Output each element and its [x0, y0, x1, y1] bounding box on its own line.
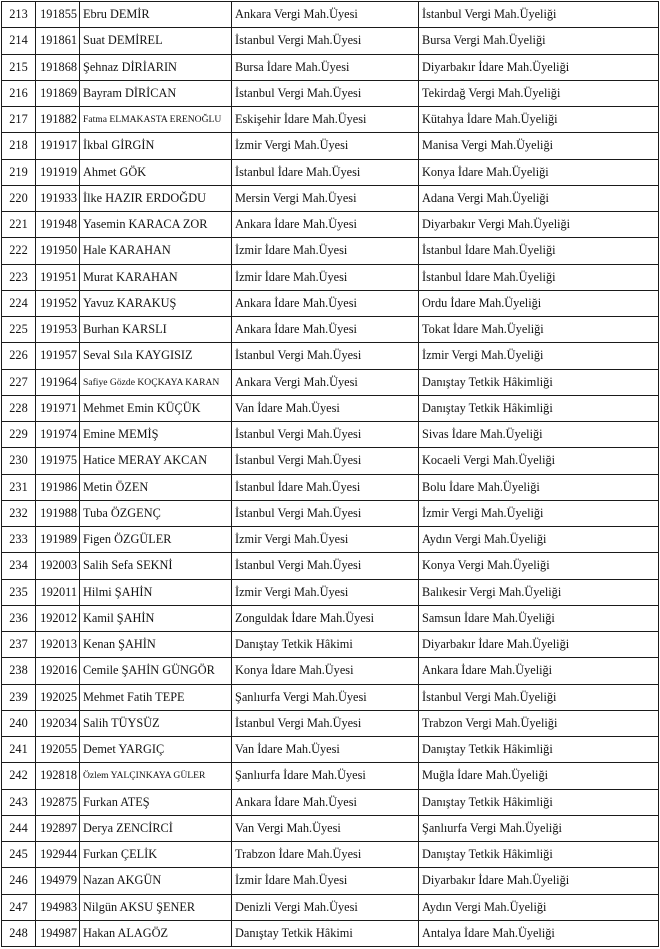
registry-number-cell: 192016 — [36, 658, 80, 684]
row-number-cell: 227 — [2, 369, 36, 395]
name-cell: Bayram DİRİCAN — [80, 80, 232, 106]
registry-number-cell: 191861 — [36, 28, 80, 54]
assigned-position-cell: Tokat İdare Mah.Üyeliği — [419, 317, 659, 343]
current-position-cell: Zonguldak İdare Mah.Üyesi — [232, 605, 419, 631]
registry-number-cell: 194979 — [36, 868, 80, 894]
row-number-cell: 216 — [2, 80, 36, 106]
row-number-cell: 225 — [2, 317, 36, 343]
current-position-cell: Mersin Vergi Mah.Üyesi — [232, 185, 419, 211]
name-cell: Hatice MERAY AKCAN — [80, 448, 232, 474]
assigned-position-cell: Aydın Vergi Mah.Üyeliği — [419, 527, 659, 553]
row-number-cell: 213 — [2, 2, 36, 28]
current-position-cell: İzmir İdare Mah.Üyesi — [232, 868, 419, 894]
table-row — [2, 185, 659, 211]
table-row — [2, 579, 659, 605]
registry-number-cell: 192897 — [36, 815, 80, 841]
name-cell: Tuba ÖZGENÇ — [80, 500, 232, 526]
current-position-cell: İzmir İdare Mah.Üyesi — [232, 264, 419, 290]
name-cell: Seval Sıla KAYGISIZ — [80, 343, 232, 369]
current-position-cell: Şanlıurfa Vergi Mah.Üyesi — [232, 684, 419, 710]
name-cell: Nilgün AKSU ŞENER — [80, 894, 232, 920]
row-number-cell: 248 — [2, 920, 36, 946]
current-position-cell: Ankara Vergi Mah.Üyesi — [232, 369, 419, 395]
registry-number-cell: 191989 — [36, 527, 80, 553]
assigned-position-cell: Danıştay Tetkik Hâkimliği — [419, 737, 659, 763]
name-cell: İlke HAZIR ERDOĞDU — [80, 185, 232, 211]
name-cell: Salih Sefa SEKNİ — [80, 553, 232, 579]
name-cell: Furkan ATEŞ — [80, 789, 232, 815]
name-cell: Ahmet GÖK — [80, 159, 232, 185]
table-row — [2, 212, 659, 238]
row-number-cell: 222 — [2, 238, 36, 264]
row-number-cell: 232 — [2, 500, 36, 526]
registry-number-cell: 191974 — [36, 422, 80, 448]
name-cell: Yasemin KARACA ZOR — [80, 212, 232, 238]
row-number-cell: 228 — [2, 395, 36, 421]
registry-number-cell: 192055 — [36, 737, 80, 763]
assigned-position-cell: İstanbul Vergi Mah.Üyeliği — [419, 684, 659, 710]
registry-number-cell: 191975 — [36, 448, 80, 474]
current-position-cell: Trabzon İdare Mah.Üyesi — [232, 842, 419, 868]
row-number-cell: 237 — [2, 632, 36, 658]
registry-number-cell: 192818 — [36, 763, 80, 789]
assigned-position-cell: Antalya İdare Mah.Üyeliği — [419, 920, 659, 946]
assigned-position-cell: Diyarbakır İdare Mah.Üyeliği — [419, 632, 659, 658]
assigned-position-cell: Tekirdağ Vergi Mah.Üyeliği — [419, 80, 659, 106]
row-number-cell: 214 — [2, 28, 36, 54]
row-number-cell: 230 — [2, 448, 36, 474]
registry-number-cell: 192012 — [36, 605, 80, 631]
table-row — [2, 710, 659, 736]
assigned-position-cell: Bolu İdare Mah.Üyeliği — [419, 474, 659, 500]
current-position-cell: İzmir Vergi Mah.Üyesi — [232, 579, 419, 605]
name-cell: Hakan ALAGÖZ — [80, 920, 232, 946]
table-row — [2, 500, 659, 526]
assigned-position-cell: Muğla İdare Mah.Üyeliği — [419, 763, 659, 789]
name-cell: Fatma ELMAKASTA ERENOĞLU — [80, 107, 232, 133]
name-cell: Derya ZENCİRCİ — [80, 815, 232, 841]
current-position-cell: İstanbul Vergi Mah.Üyesi — [232, 422, 419, 448]
table-row — [2, 290, 659, 316]
registry-number-cell: 191948 — [36, 212, 80, 238]
assigned-position-cell: Manisa Vergi Mah.Üyeliği — [419, 133, 659, 159]
current-position-cell: Ankara İdare Mah.Üyesi — [232, 290, 419, 316]
table-row — [2, 343, 659, 369]
table-row — [2, 317, 659, 343]
table-row — [2, 28, 659, 54]
table-body — [2, 2, 659, 947]
row-number-cell: 220 — [2, 185, 36, 211]
table-row — [2, 684, 659, 710]
row-number-cell: 233 — [2, 527, 36, 553]
table-row — [2, 80, 659, 106]
table-row — [2, 737, 659, 763]
row-number-cell: 243 — [2, 789, 36, 815]
current-position-cell: Danıştay Tetkik Hâkimi — [232, 920, 419, 946]
current-position-cell: Denizli Vergi Mah.Üyesi — [232, 894, 419, 920]
table-row — [2, 842, 659, 868]
name-cell: Murat KARAHAN — [80, 264, 232, 290]
name-cell: Kenan ŞAHİN — [80, 632, 232, 658]
assigned-position-cell: İstanbul İdare Mah.Üyeliği — [419, 238, 659, 264]
current-position-cell: İstanbul Vergi Mah.Üyesi — [232, 710, 419, 736]
current-position-cell: Ankara İdare Mah.Üyesi — [232, 317, 419, 343]
registry-number-cell: 191971 — [36, 395, 80, 421]
current-position-cell: İstanbul Vergi Mah.Üyesi — [232, 28, 419, 54]
name-cell: Kamil ŞAHİN — [80, 605, 232, 631]
current-position-cell: Ankara İdare Mah.Üyesi — [232, 212, 419, 238]
table-row — [2, 894, 659, 920]
registry-number-cell: 192003 — [36, 553, 80, 579]
name-cell: Safiye Gözde KOÇKAYA KARAN — [80, 369, 232, 395]
name-cell: Burhan KARSLI — [80, 317, 232, 343]
registry-number-cell: 192944 — [36, 842, 80, 868]
table-row — [2, 238, 659, 264]
name-cell: Suat DEMİREL — [80, 28, 232, 54]
registry-number-cell: 191988 — [36, 500, 80, 526]
table-row — [2, 474, 659, 500]
table-row — [2, 527, 659, 553]
assigned-position-cell: Danıştay Tetkik Hâkimliği — [419, 789, 659, 815]
current-position-cell: İzmir Vergi Mah.Üyesi — [232, 527, 419, 553]
registry-number-cell: 191986 — [36, 474, 80, 500]
name-cell: Furkan ÇELİK — [80, 842, 232, 868]
name-cell: Demet YARGIÇ — [80, 737, 232, 763]
registry-number-cell: 191933 — [36, 185, 80, 211]
registry-number-cell: 191964 — [36, 369, 80, 395]
name-cell: Şehnaz DİRİARIN — [80, 54, 232, 80]
name-cell: Yavuz KARAKUŞ — [80, 290, 232, 316]
name-cell: Metin ÖZEN — [80, 474, 232, 500]
current-position-cell: İstanbul Vergi Mah.Üyesi — [232, 343, 419, 369]
row-number-cell: 235 — [2, 579, 36, 605]
row-number-cell: 241 — [2, 737, 36, 763]
assigned-position-cell: Balıkesir Vergi Mah.Üyeliği — [419, 579, 659, 605]
registry-number-cell: 191919 — [36, 159, 80, 185]
name-cell: Mehmet Emin KÜÇÜK — [80, 395, 232, 421]
assigned-position-cell: Bursa Vergi Mah.Üyeliği — [419, 28, 659, 54]
current-position-cell: İzmir Vergi Mah.Üyesi — [232, 133, 419, 159]
name-cell: Ebru DEMİR — [80, 2, 232, 28]
table-row — [2, 422, 659, 448]
registry-number-cell: 191882 — [36, 107, 80, 133]
current-position-cell: Van Vergi Mah.Üyesi — [232, 815, 419, 841]
row-number-cell: 238 — [2, 658, 36, 684]
table-row — [2, 632, 659, 658]
name-cell: İkbal GİRGİN — [80, 133, 232, 159]
assigned-position-cell: Kütahya İdare Mah.Üyeliği — [419, 107, 659, 133]
table-row — [2, 264, 659, 290]
current-position-cell: İstanbul Vergi Mah.Üyesi — [232, 448, 419, 474]
assigned-position-cell: Adana Vergi Mah.Üyeliği — [419, 185, 659, 211]
table-row — [2, 107, 659, 133]
row-number-cell: 224 — [2, 290, 36, 316]
assigned-position-cell: Danıştay Tetkik Hâkimliği — [419, 395, 659, 421]
table-row — [2, 448, 659, 474]
assigned-position-cell: Kocaeli Vergi Mah.Üyeliği — [419, 448, 659, 474]
name-cell: Cemile ŞAHİN GÜNGÖR — [80, 658, 232, 684]
row-number-cell: 234 — [2, 553, 36, 579]
assigned-position-cell: Konya İdare Mah.Üyeliği — [419, 159, 659, 185]
registry-number-cell: 192011 — [36, 579, 80, 605]
assigned-position-cell: Ordu İdare Mah.Üyeliği — [419, 290, 659, 316]
current-position-cell: Ankara Vergi Mah.Üyesi — [232, 2, 419, 28]
table-row — [2, 54, 659, 80]
table-row — [2, 605, 659, 631]
table-row — [2, 2, 659, 28]
table-row — [2, 658, 659, 684]
current-position-cell: İstanbul Vergi Mah.Üyesi — [232, 80, 419, 106]
row-number-cell: 236 — [2, 605, 36, 631]
row-number-cell: 239 — [2, 684, 36, 710]
current-position-cell: İstanbul Vergi Mah.Üyesi — [232, 500, 419, 526]
assigned-position-cell: Diyarbakır İdare Mah.Üyeliği — [419, 868, 659, 894]
row-number-cell: 229 — [2, 422, 36, 448]
current-position-cell: Danıştay Tetkik Hâkimi — [232, 632, 419, 658]
assignment-table — [1, 1, 659, 947]
name-cell: Figen ÖZGÜLER — [80, 527, 232, 553]
registry-number-cell: 192034 — [36, 710, 80, 736]
assigned-position-cell: Konya Vergi Mah.Üyeliği — [419, 553, 659, 579]
registry-number-cell: 191855 — [36, 2, 80, 28]
assigned-position-cell: Ankara İdare Mah.Üyeliği — [419, 658, 659, 684]
table-row — [2, 763, 659, 789]
row-number-cell: 215 — [2, 54, 36, 80]
registry-number-cell: 191869 — [36, 80, 80, 106]
current-position-cell: İzmir İdare Mah.Üyesi — [232, 238, 419, 264]
row-number-cell: 219 — [2, 159, 36, 185]
table-row — [2, 369, 659, 395]
registry-number-cell: 192013 — [36, 632, 80, 658]
assigned-position-cell: Diyarbakır İdare Mah.Üyeliği — [419, 54, 659, 80]
assigned-position-cell: Şanlıurfa Vergi Mah.Üyeliği — [419, 815, 659, 841]
registry-number-cell: 191868 — [36, 54, 80, 80]
row-number-cell: 223 — [2, 264, 36, 290]
registry-number-cell: 191952 — [36, 290, 80, 316]
table-row — [2, 920, 659, 946]
current-position-cell: Ankara İdare Mah.Üyesi — [232, 789, 419, 815]
registry-number-cell: 192025 — [36, 684, 80, 710]
current-position-cell: Van İdare Mah.Üyesi — [232, 395, 419, 421]
row-number-cell: 221 — [2, 212, 36, 238]
table-row — [2, 395, 659, 421]
registry-number-cell: 194983 — [36, 894, 80, 920]
assigned-position-cell: Samsun İdare Mah.Üyeliği — [419, 605, 659, 631]
row-number-cell: 240 — [2, 710, 36, 736]
table-row — [2, 815, 659, 841]
current-position-cell: Şanlıurfa İdare Mah.Üyesi — [232, 763, 419, 789]
row-number-cell: 246 — [2, 868, 36, 894]
assigned-position-cell: Trabzon Vergi Mah.Üyeliği — [419, 710, 659, 736]
name-cell: Mehmet Fatih TEPE — [80, 684, 232, 710]
name-cell: Emine MEMİŞ — [80, 422, 232, 448]
current-position-cell: Van İdare Mah.Üyesi — [232, 737, 419, 763]
row-number-cell: 226 — [2, 343, 36, 369]
row-number-cell: 245 — [2, 842, 36, 868]
assigned-position-cell: Sivas İdare Mah.Üyeliği — [419, 422, 659, 448]
assigned-position-cell: İzmir Vergi Mah.Üyeliği — [419, 500, 659, 526]
row-number-cell: 231 — [2, 474, 36, 500]
row-number-cell: 218 — [2, 133, 36, 159]
current-position-cell: İstanbul İdare Mah.Üyesi — [232, 159, 419, 185]
table-row — [2, 553, 659, 579]
registry-number-cell: 191917 — [36, 133, 80, 159]
name-cell: Salih TÜYSÜZ — [80, 710, 232, 736]
name-cell: Hale KARAHAN — [80, 238, 232, 264]
row-number-cell: 247 — [2, 894, 36, 920]
registry-number-cell: 194987 — [36, 920, 80, 946]
table-row — [2, 133, 659, 159]
registry-number-cell: 191957 — [36, 343, 80, 369]
assigned-position-cell: İzmir Vergi Mah.Üyeliği — [419, 343, 659, 369]
registry-number-cell: 191953 — [36, 317, 80, 343]
current-position-cell: Konya İdare Mah.Üyesi — [232, 658, 419, 684]
assigned-position-cell: İstanbul İdare Mah.Üyeliği — [419, 264, 659, 290]
row-number-cell: 244 — [2, 815, 36, 841]
registry-number-cell: 191950 — [36, 238, 80, 264]
current-position-cell: Eskişehir İdare Mah.Üyesi — [232, 107, 419, 133]
assigned-position-cell: İstanbul Vergi Mah.Üyeliği — [419, 2, 659, 28]
assigned-position-cell: Diyarbakır Vergi Mah.Üyeliği — [419, 212, 659, 238]
name-cell: Hilmi ŞAHİN — [80, 579, 232, 605]
current-position-cell: Bursa İdare Mah.Üyesi — [232, 54, 419, 80]
name-cell: Özlem YALÇINKAYA GÜLER — [80, 763, 232, 789]
table-row — [2, 868, 659, 894]
registry-number-cell: 191951 — [36, 264, 80, 290]
table-row — [2, 159, 659, 185]
current-position-cell: İstanbul Vergi Mah.Üyesi — [232, 553, 419, 579]
assigned-position-cell: Danıştay Tetkik Hâkimliği — [419, 369, 659, 395]
assigned-position-cell: Danıştay Tetkik Hâkimliği — [419, 842, 659, 868]
table-row — [2, 789, 659, 815]
registry-number-cell: 192875 — [36, 789, 80, 815]
name-cell: Nazan AKGÜN — [80, 868, 232, 894]
row-number-cell: 242 — [2, 763, 36, 789]
assigned-position-cell: Aydın Vergi Mah.Üyeliği — [419, 894, 659, 920]
current-position-cell: İstanbul İdare Mah.Üyesi — [232, 474, 419, 500]
row-number-cell: 217 — [2, 107, 36, 133]
